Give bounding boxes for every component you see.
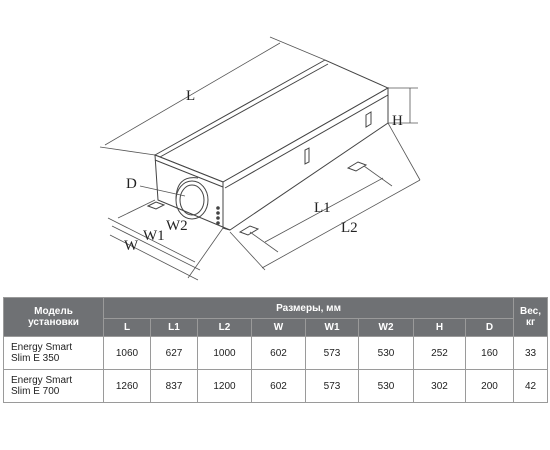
dimension-label-l2: L2: [341, 220, 358, 236]
value-cell: 1000: [198, 337, 252, 370]
dimension-label-l: L: [186, 88, 196, 104]
column-header-l2: L2: [198, 319, 252, 337]
column-header-w1: W1: [306, 319, 359, 337]
dimensions-table: [3, 297, 548, 403]
weight-cell: 42: [514, 370, 548, 403]
column-header-l1: L1: [151, 319, 198, 337]
model-cell: Energy Smart Slim E 700: [4, 370, 104, 403]
dimension-label-w: W: [124, 238, 139, 254]
table-row: [4, 370, 548, 403]
dimension-label-l1: L1: [314, 200, 331, 216]
column-header-w2: W2: [359, 319, 414, 337]
model-column-header: Модель установки: [4, 298, 104, 337]
column-header-l: L: [104, 319, 151, 337]
value-cell: 530: [359, 370, 414, 403]
value-cell: 573: [306, 370, 359, 403]
model-cell: Energy Smart Slim E 350: [4, 337, 104, 370]
value-cell: 837: [151, 370, 198, 403]
dimension-label-d: D: [126, 176, 137, 192]
value-cell: 602: [252, 370, 306, 403]
value-cell: 1260: [104, 370, 151, 403]
column-header-h: H: [414, 319, 466, 337]
value-cell: 200: [466, 370, 514, 403]
value-cell: 602: [252, 337, 306, 370]
value-cell: 160: [466, 337, 514, 370]
dimension-label-w2: W2: [166, 218, 188, 234]
table-row: [4, 337, 548, 370]
value-cell: 627: [151, 337, 198, 370]
column-header-w: W: [252, 319, 306, 337]
value-cell: 573: [306, 337, 359, 370]
weight-column-header: Вес, кг: [514, 298, 548, 337]
value-cell: 252: [414, 337, 466, 370]
dimension-label-w1: W1: [143, 228, 165, 244]
value-cell: 1060: [104, 337, 151, 370]
mounting-bracket-icon: [240, 226, 258, 235]
weight-cell: 33: [514, 337, 548, 370]
dimension-label-h: H: [392, 113, 403, 129]
sizes-column-group-header: Размеры, мм: [104, 298, 514, 319]
value-cell: 302: [414, 370, 466, 403]
column-header-d: D: [466, 319, 514, 337]
value-cell: 530: [359, 337, 414, 370]
value-cell: 1200: [198, 370, 252, 403]
